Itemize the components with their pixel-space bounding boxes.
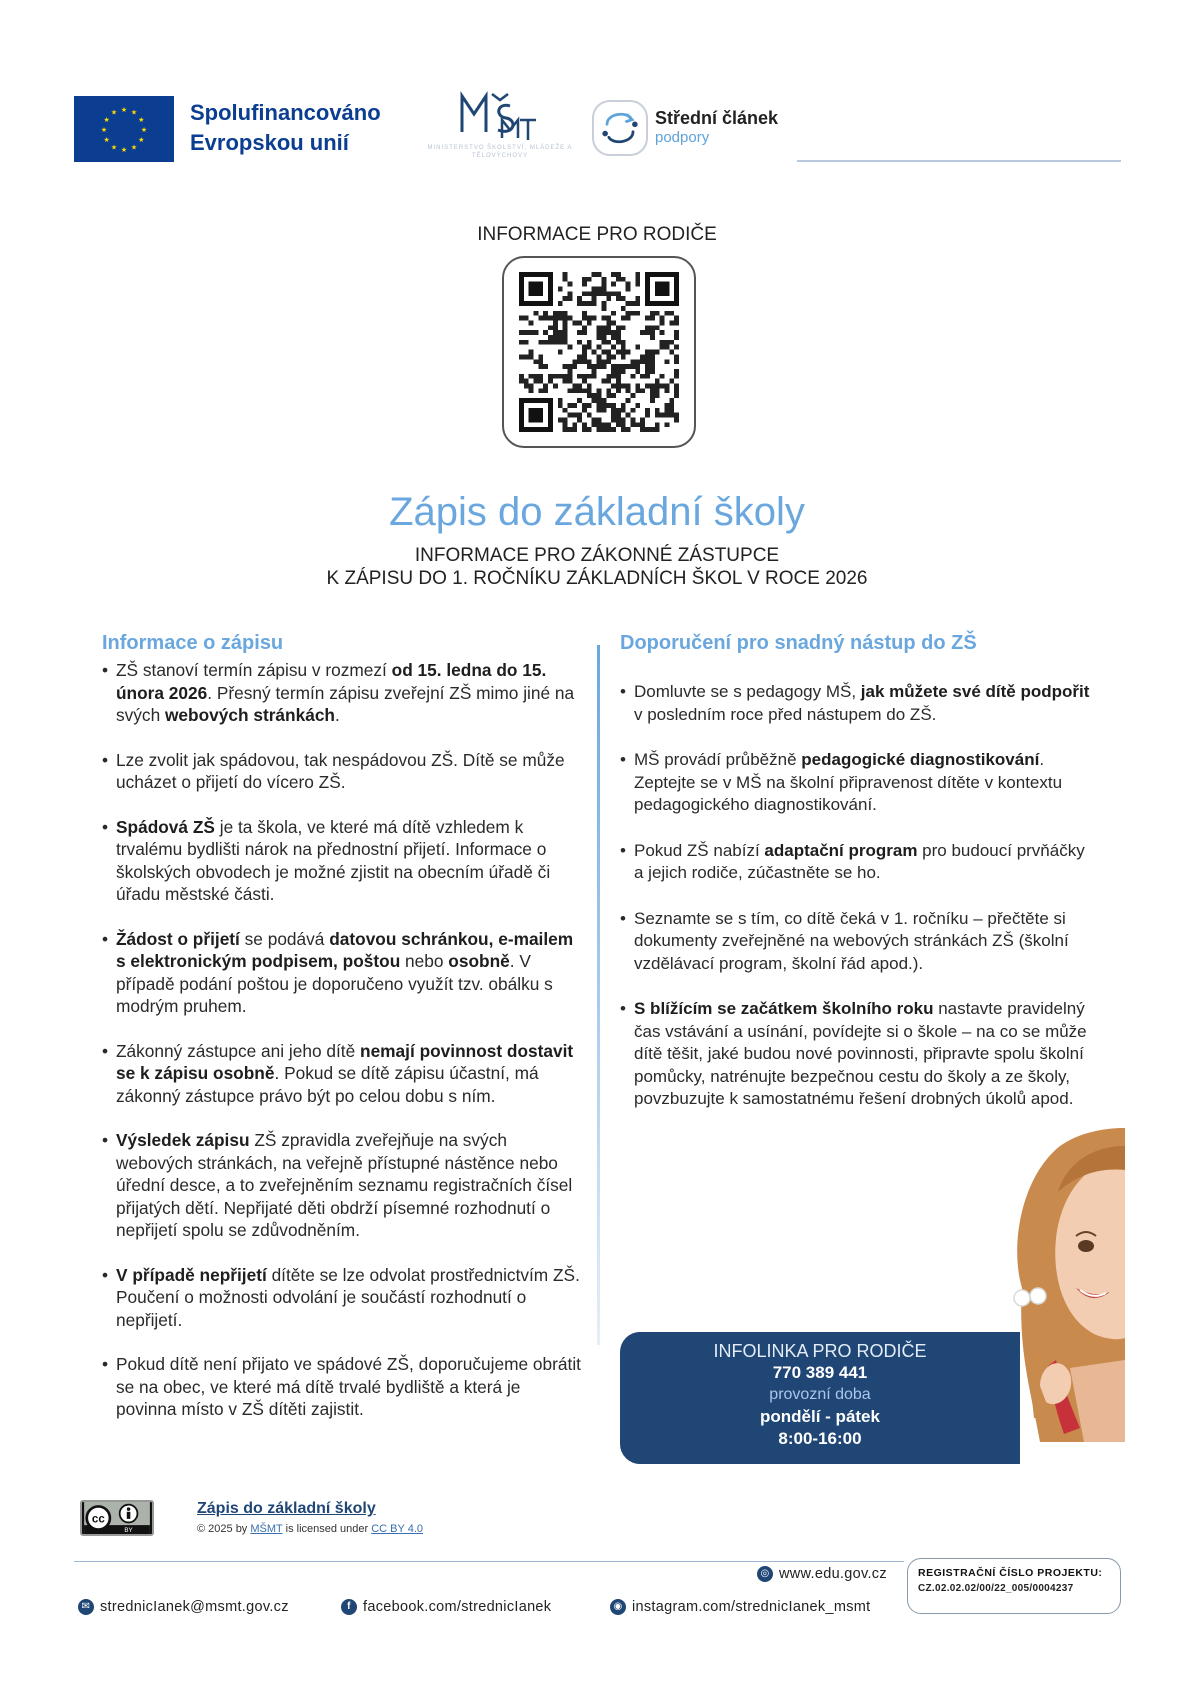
text-run: je ta škola, ve které má dítě vzhledem k trvalému bydlišti nárok na přednostní přijetí. Informace o školských obvodech je možné zjistit na obecním úřadě či úřadu městské části.	[116, 816, 551, 904]
mail-icon: ✉	[78, 1599, 94, 1615]
page-subtitle	[0, 544, 1194, 590]
chat-loop-icon	[594, 102, 646, 154]
bold-text: Žádost o přijetí	[116, 928, 240, 949]
text-run: Lze zvolit jak spádovou, tak nespádovou ZŠ. Dítě se může ucházet o přijetí do vícero ZŠ.	[116, 749, 565, 792]
cc-by-badge[interactable]	[80, 1500, 154, 1536]
eu-logo-text	[190, 98, 381, 158]
globe-icon: ◎	[757, 1566, 773, 1582]
left-item	[102, 749, 582, 794]
text-run: Seznamte se s tím, co dítě čeká v 1. ročníku – přečtěte si dokumenty zveřejněné na webových stránkách ZŠ (školní vzdělávací program, školní řád apod.).	[634, 908, 1069, 973]
registration-label: REGISTRAČNÍ ČÍSLO PROJEKTU:	[918, 1567, 1103, 1579]
qr-caption: INFORMACE PRO RODIČE	[477, 224, 717, 245]
svg-text:cc: cc	[91, 1513, 105, 1526]
text-run: nastavte pravidelný čas vstávání a usínání, povídejte si o škole – na co se může dítě těšit, jaké budou nové povinnosti, připravte spolu školní pomůcky, natrénujte bezpečnou cestu do školy a ze školy, povzbuzujte k samostatnému řešení drobných úkolů apod.	[634, 999, 1087, 1108]
right-item	[620, 681, 1090, 726]
text-run: se podává	[239, 928, 330, 949]
bullet-icon: •	[620, 682, 626, 701]
bold-text: webových stránkách	[164, 705, 335, 725]
bullet-icon: •	[102, 928, 109, 949]
left-column	[102, 632, 582, 1443]
footer-email-text: strednicIanek@msmt.gov.cz	[100, 1599, 289, 1615]
footer-divider	[74, 1561, 904, 1562]
text-run: ZŠ stanoví termín zápisu v rozmezí	[116, 660, 392, 680]
bold-text: Spádová ZŠ	[116, 816, 215, 837]
text-run: dítěte se lze odvolat prostřednictvím ZŠ. Poučení o možnosti odvolání je součástí rozhodnutí o nepřijetí.	[116, 1264, 580, 1330]
eu-star-icon: ★	[120, 147, 128, 154]
eu-logo-line2: Evropskou unií	[190, 130, 349, 155]
bold-text: nemají povinnost dostavit se k zápisu osobně	[116, 1040, 574, 1083]
infoline-phone[interactable]: 770 389 441	[772, 1363, 868, 1382]
footer-web-text: www.edu.gov.cz	[779, 1566, 887, 1582]
eu-star-icon: ★	[130, 144, 138, 152]
footer-instagram[interactable]	[610, 1599, 870, 1615]
text-run: v posledním roce před nástupem do ZŠ.	[634, 704, 937, 724]
sc-title: Střední článek	[655, 108, 779, 128]
bold-text: pedagogické diagnostikování	[801, 750, 1040, 769]
left-item	[102, 1353, 582, 1421]
bold-text: osobně	[448, 951, 510, 971]
left-column-heading: Informace o zápisu	[102, 632, 284, 654]
msmt-mark-icon	[458, 90, 538, 142]
left-item	[102, 816, 582, 906]
text-run: Domluvte se s pedagogy MŠ,	[634, 682, 861, 701]
text-run: Zákonný zástupce ani jeho dítě	[116, 1040, 361, 1061]
left-item	[102, 659, 582, 727]
bullet-icon: •	[620, 750, 626, 769]
license-title[interactable]: Zápis do základní školy	[197, 1500, 376, 1517]
infoline-title: INFOLINKA PRO RODIČE	[713, 1341, 927, 1361]
text-run: . Přesný termín zápisu zveřejní ZŠ mimo jiné na svých	[116, 682, 575, 725]
bold-text: od 15. ledna do 15. února 2026	[116, 660, 547, 703]
license-prefix: © 2025 by	[197, 1523, 251, 1535]
bold-text: adaptační program	[764, 840, 918, 860]
bullet-icon: •	[102, 1264, 109, 1285]
infoline-hours-label: provozní doba	[769, 1386, 871, 1403]
stredni-clanek-text	[655, 108, 778, 148]
msmt-logo	[420, 86, 580, 166]
instagram-icon: ◉	[610, 1599, 626, 1615]
eu-star-icon: ★	[138, 137, 145, 144]
right-column	[620, 632, 1090, 1134]
bullet-icon: •	[102, 749, 109, 770]
bullet-icon: •	[102, 1354, 109, 1374]
text-run: .	[335, 705, 340, 725]
text-run: . V případě podání poštou je doporučeno využít tzv. obálku s modrým pruhem.	[116, 951, 553, 1016]
text-run: . Pokud se dítě zápisu účastní, má zákonný zástupce právo být po celou dobu s ním.	[116, 1063, 539, 1106]
right-item	[620, 749, 1090, 817]
eu-flag-logo	[74, 96, 174, 162]
sc-subtitle: podpory	[655, 129, 710, 146]
infoline-days: pondělí - pátek	[760, 1407, 880, 1426]
bullet-icon: •	[620, 908, 626, 928]
bold-text: S blížícím se začátkem školního roku	[634, 999, 934, 1018]
license-line	[197, 1523, 423, 1535]
facebook-icon: f	[341, 1599, 357, 1615]
infoline-hours: 8:00-16:00	[778, 1429, 862, 1448]
left-item	[102, 1040, 582, 1108]
text-run: . Zeptejte se v MŠ na školní připravenost dítěte v kontextu pedagogického diagnostikování.	[634, 750, 1063, 814]
left-item	[102, 1129, 582, 1242]
bullet-icon: •	[620, 999, 626, 1018]
text-run: Pokud ZŠ nabízí	[634, 840, 765, 860]
text-run: ZŠ zpravidla zveřejňuje na svých webových stránkách, na veřejně přístupné nástěnce nebo úřední desce, a to zveřejněním seznamu registračních čísel přijatých dětí. Nepřijaté děti obdrží písemné rozhodnutí o nepřijetí spolu se zdůvodněním.	[116, 1130, 573, 1240]
right-bullet-list	[620, 681, 1090, 1111]
right-column-heading: Doporučení pro snadný nástup do ZŠ	[620, 632, 977, 654]
right-item	[620, 840, 1090, 885]
subtitle-line1: INFORMACE PRO ZÁKONNÉ ZÁSTUPCE	[414, 545, 780, 566]
registration-number: CZ.02.02.02/00/22_005/0004237	[918, 1583, 1074, 1594]
bullet-icon: •	[620, 840, 626, 860]
page-title: Zápis do základní školy	[389, 490, 805, 534]
column-divider	[597, 645, 600, 1345]
footer-web[interactable]	[757, 1566, 887, 1582]
license-link[interactable]: CC BY 4.0	[371, 1523, 424, 1535]
cc-badge-label: BY	[124, 1527, 133, 1534]
qr-code[interactable]	[502, 256, 696, 448]
bold-text: V případě nepřijetí	[116, 1264, 267, 1285]
license-author-link[interactable]: MŠMT	[250, 1523, 283, 1535]
footer-email[interactable]	[78, 1599, 289, 1615]
eu-star-icon: ★	[138, 117, 145, 124]
bold-text: datovou schránkou, e-mailem s elektronickým podpisem, poštou	[116, 928, 574, 971]
eu-star-icon: ★	[130, 109, 138, 117]
left-item	[102, 1264, 582, 1332]
eu-star-icon: ★	[103, 137, 110, 144]
eu-star-icon: ★	[120, 107, 128, 114]
right-item	[620, 908, 1090, 976]
stredni-clanek-logo	[592, 100, 648, 156]
text-run: MŠ provádí průběžně	[634, 750, 802, 769]
left-item	[102, 928, 582, 1018]
footer-instagram-text: instagram.com/strednicIanek_msmt	[632, 1599, 871, 1615]
qr-code-image	[518, 272, 680, 432]
subtitle-line2: K ZÁPISU DO 1. ROČNÍKU ZÁKLADNÍCH ŠKOL V ROCE 2026	[326, 568, 868, 589]
header-divider	[797, 160, 1121, 162]
bullet-icon: •	[102, 1040, 109, 1061]
eu-logo-line1: Spolufinancováno	[190, 100, 381, 125]
footer-facebook[interactable]	[341, 1599, 551, 1615]
text-run: nebo	[400, 951, 449, 971]
eu-star-icon: ★	[100, 127, 108, 134]
footer-facebook-text: facebook.com/strednicIanek	[363, 1599, 552, 1615]
bold-text: Výsledek zápisu	[116, 1130, 250, 1150]
bullet-icon: •	[102, 1130, 109, 1150]
text-run: pro budoucí prvňáčky a jejich rodiče, zúčastněte se ho.	[634, 840, 1085, 882]
eu-star-icon: ★	[110, 144, 118, 152]
bullet-icon: •	[102, 660, 109, 680]
left-bullet-list	[102, 659, 582, 1421]
infoline-box	[620, 1332, 1020, 1464]
eu-star-icon: ★	[103, 117, 110, 124]
text-run: Pokud dítě není přijato ve spádové ZŠ, doporučujeme obrátit se na obec, ve které má dítě trvalé bydliště a která je povinna místo v ZŠ dítěti zajistit.	[116, 1354, 581, 1419]
msmt-logo-text: MINISTERSTVO ŠKOLSTVÍ, MLÁDEŽE A TĚLOVÝCHOVY	[427, 145, 573, 159]
right-item	[620, 998, 1090, 1111]
bold-text: jak můžete své dítě podpořit	[860, 682, 1090, 701]
bullet-icon: •	[102, 816, 109, 837]
eu-star-icon: ★	[140, 127, 148, 134]
eu-star-icon: ★	[110, 109, 118, 117]
registration-box	[907, 1558, 1121, 1614]
license-middle: is licensed under	[282, 1523, 372, 1535]
